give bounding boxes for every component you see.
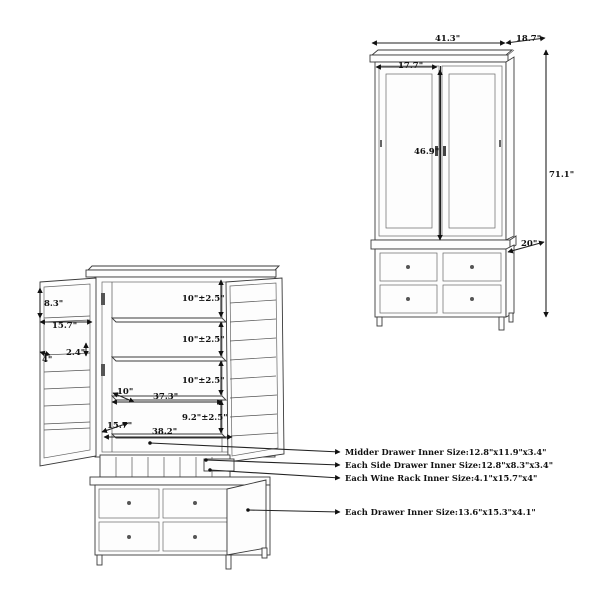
door-small-height-label: 2.4" [66, 348, 86, 358]
closed-width-label: 41.3" [435, 34, 461, 44]
shelf-gap-3-label: 10"±2.5" [182, 376, 225, 386]
drawer-callout: Each Drawer Inner Size:13.6"x15.3"x4.1" [345, 507, 536, 517]
shelf-gap-1-label: 10"±2.5" [182, 294, 225, 304]
shelf-gap-4-label: 9.2"±2.5" [182, 413, 228, 423]
door-rack-width-label: 15.7" [52, 321, 78, 331]
total-height-label: 71.1" [549, 170, 575, 180]
open-armoire-drawing [40, 266, 284, 569]
door-height-label: 46.9" [414, 147, 440, 157]
base-depth-label: 20" [521, 239, 538, 249]
shelf-gap-2-label: 10"±2.5" [182, 335, 225, 345]
door-rack-height-label: 8.3" [44, 299, 64, 309]
side-drawer-callout: Each Side Drawer Inner Size:12.8"x8.3"x3.4" [345, 460, 554, 470]
base-depth-label-open: 15.7" [107, 421, 133, 431]
door-small-depth-label: 4" [42, 355, 53, 365]
closed-depth-label: 18.7" [516, 34, 542, 44]
base-width-label: 38.2" [152, 427, 178, 437]
callout-texts [345, 447, 553, 517]
inner-depth-label: 10" [117, 387, 134, 397]
closed-armoire-drawing [370, 50, 516, 330]
inner-width-label: 37.3" [153, 392, 179, 402]
wine-rack-callout: Each Wine Rack Inner Size:4.1"x15.7"x4" [345, 473, 538, 483]
middle-drawer-callout: Midder Drawer Inner Size:12.8"x11.9"x3.4" [345, 447, 547, 457]
door-width-label: 17.7" [398, 61, 424, 71]
